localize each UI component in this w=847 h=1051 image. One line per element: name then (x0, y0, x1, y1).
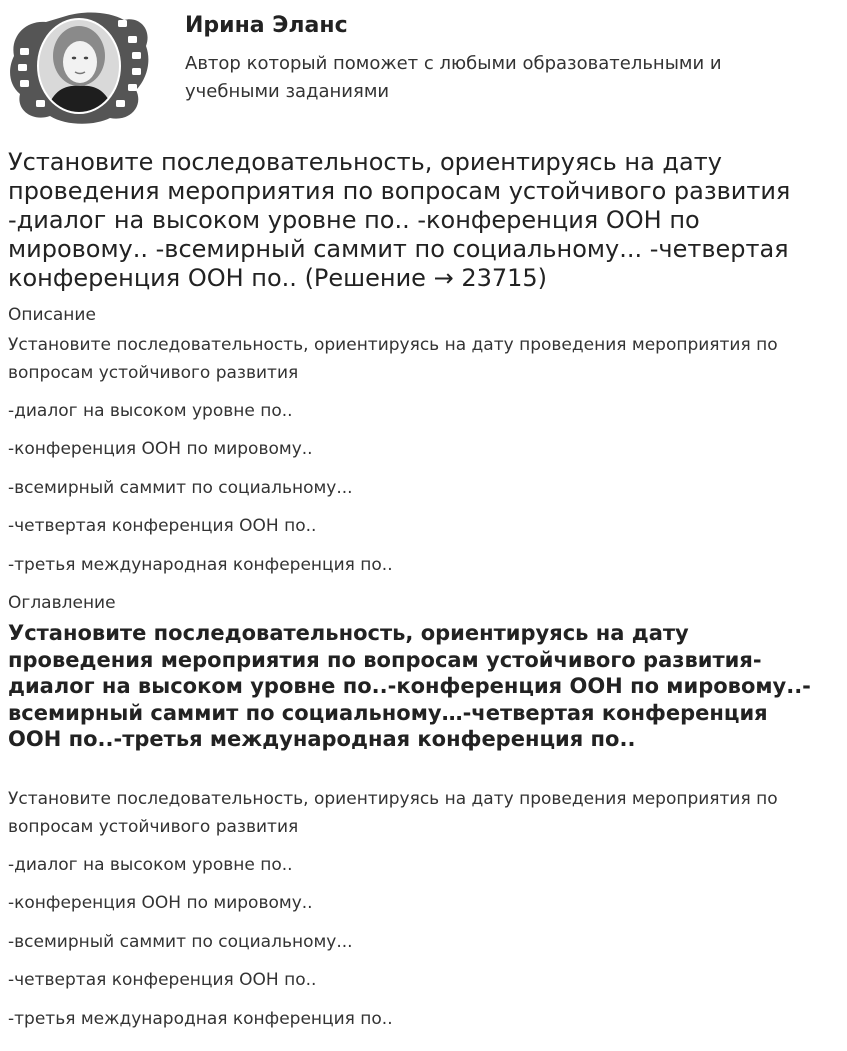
author-description: Автор который поможет с любыми образовательными и учебными заданиями (185, 53, 722, 102)
page-title: Установите последовательность, ориентируясь на дату проведения мероприятия по вопросам устойчивого развития -диалог на высоком уровне по.. -конференция ООН по мировому.. -всемирный саммит по социальному... -четвертая конференция ООН по.. (Решение → 23715) (8, 148, 791, 292)
description-item: -всемирный саммит по социальному... (8, 478, 353, 498)
toc-item: -четвертая конференция ООН по.. (8, 970, 317, 990)
toc-item: -третья международная конференция по.. (8, 1009, 393, 1029)
author-name[interactable]: Ирина Эланс (185, 13, 348, 38)
author-header (0, 0, 847, 140)
description-label: Описание (8, 305, 96, 325)
toc-label: Оглавление (8, 593, 116, 613)
toc-item: -диалог на высоком уровне по.. (8, 855, 293, 875)
description-item: -диалог на высоком уровне по.. (8, 401, 293, 421)
toc-heading-link[interactable]: Установите последовательность, ориентируясь на дату проведения мероприятия по вопросам устойчивого развития-диалог на высоком уровне по..-конференция ООН по мировому..-всемирный саммит по социальному…-четвертая конференция ООН по..-третья международная конференция по.. (8, 621, 811, 751)
description-item: -конференция ООН по мировому.. (8, 439, 313, 459)
toc-item: -конференция ООН по мировому.. (8, 893, 313, 913)
toc-item: -всемирный саммит по социальному... (8, 932, 353, 952)
description-item: -третья международная конференция по.. (8, 555, 393, 575)
description-item: -четвертая конференция ООН по.. (8, 516, 317, 536)
description-intro: Установите последовательность, ориентируясь на дату проведения мероприятия по вопросам устойчивого развития (8, 335, 778, 383)
author-avatar[interactable] (6, 6, 152, 126)
toc-intro: Установите последовательность, ориентируясь на дату проведения мероприятия по вопросам устойчивого развития (8, 789, 778, 837)
